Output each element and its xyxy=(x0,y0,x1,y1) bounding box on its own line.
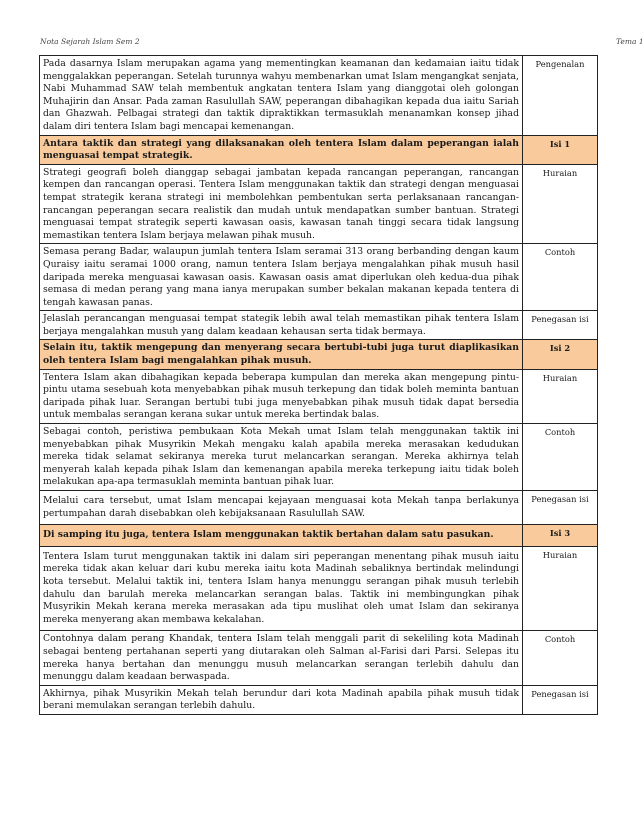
row-tag: Isi 1 xyxy=(523,135,598,164)
row-text: Strategi geografi boleh dianggap sebagai jambatan kepada rancangan peperangan, rancangan kempen dan rancangan operasi. Tentera Islam menggunakan taktik dan strategi dengan menguasai tempat strategik kerana strategi ini membolehkan pembentukan serta perlaksanaan rancangan-rancangan peperangan secara realistik dan mudah untuk mendapatkan sumber bantuan. Strategi menguasai tempat strategik seperti kawasan oasis, kawasan tanah tinggi secara tidak langsung memastikan tentera Islam berjaya melawan pihak musuh. xyxy=(40,164,523,244)
row-tag: Contoh xyxy=(523,244,598,311)
row-heading-text: Selain itu, taktik mengepung dan menyerang secara bertubi-tubi juga turut diaplikasikan oleh tentera Islam bagi mengalahkan pihak musuh. xyxy=(40,340,523,369)
row-tag: Huraian xyxy=(523,164,598,244)
table-row-isi-2 xyxy=(40,340,598,369)
table-row-contoh-3 xyxy=(40,631,598,685)
row-text: Melalui cara tersebut, umat Islam mencapai kejayaan menguasai kota Mekah tanpa berlakunya pertumpahan darah disebabkan oleh kebijaksanaan Rasulullah SAW. xyxy=(40,491,523,525)
row-tag: Isi 3 xyxy=(523,525,598,547)
row-tag: Pengenalan xyxy=(523,56,598,136)
row-text: Tentera Islam turut menggunakan taktik ini dalam siri peperangan menentang pihak musuh iaitu mereka tidak akan keluar dari kubu mereka iaitu kota Madinah sebaliknya bertindak melindungi kota tersebut. Melalui taktik ini, tentera Islam hanya menunggu serangan pihak musuh terlebih dahulu dan barulah mereka melancarkan serangan balas. Taktik ini membingungkan pihak Musyrikin Mekah kerana mereka merasakan ada tipu muslihat oleh umat Islam dan sekiranya mereka menyerang akan membawa kekalahan. xyxy=(40,546,523,631)
row-text: Jelaslah perancangan menguasai tempat stategik lebih awal telah memastikan pihak tentera Islam berjaya mengalahkan musuh yang dalam keadaan kehausan serta tidak bermaya. xyxy=(40,311,523,340)
table-row-isi-3 xyxy=(40,525,598,547)
row-text: Pada dasarnya Islam merupakan agama yang mementingkan keamanan dan kedamaian iaitu tidak menggalakkan peperangan. Setelah turunnya wahyu membenarkan umat Islam mengangkat senjata, Nabi Muhammad SAW telah membentuk angkatan tentera Islam yang dianggotai oleh golongan Muhajirin dan Ansar. Pada zaman Rasulullah SAW, peperangan dibahagikan kepada dua iaitu Sariah dan Ghazwah. Pelbagai strategi dan taktik dipraktikkan termasuklah menanamkan konsep jihad dalam diri tentera Islam bagi mencapai kemenangan. xyxy=(40,56,523,136)
table-row-huraian-1 xyxy=(40,164,598,244)
table-row-penegasan-1 xyxy=(40,311,598,340)
table-row-isi-1 xyxy=(40,135,598,164)
row-text: Semasa perang Badar, walaupun jumlah tentera Islam seramai 313 orang berbanding dengan kaum Quraisy iaitu seramai 1000 orang, namun tentera Islam berjaya mengalahkan pihak musuh hasil daripada mereka menguasai kawasan oasis. Kawasan oasis amat diperlukan oleh kedua-dua pihak semasa di medan perang yang mana ianya merupakan sumber bekalan makanan kepada tentera di tengah kawasan panas. xyxy=(40,244,523,311)
row-tag: Huraian xyxy=(523,546,598,631)
row-text: Akhirnya, pihak Musyrikin Mekah telah berundur dari kota Madinah apabila pihak musuh tidak berani memulakan serangan terlebih dahulu. xyxy=(40,685,523,714)
row-tag: Isi 2 xyxy=(523,340,598,369)
row-heading-text: Antara taktik dan strategi yang dilaksanakan oleh tentera Islam dalam peperangan ialah menguasai tempat strategik. xyxy=(40,135,523,164)
header-right-title: Tema 1 xyxy=(616,37,644,46)
table-row-pengenalan xyxy=(40,56,598,136)
row-tag: Penegasan isi xyxy=(523,491,598,525)
row-tag: Penegasan isi xyxy=(523,685,598,714)
row-text: Sebagai contoh, peristiwa pembukaan Kota Mekah umat Islam telah menggunakan taktik ini menyebabkan pihak Musyrikin Mekah mengaku kalah apabila mereka merasakan kedudukan mereka tidak selamat sekiranya mereka turut melancarkan serangan. Mereka akhirnya telah menyerah kalah kepada pihak Islam dan kemenangan apabila mereka terkepung iaitu tidak boleh melakukan apa-apa termasuklah meminta bantuan pihak luar. xyxy=(40,424,523,491)
table-row-penegasan-2 xyxy=(40,491,598,525)
row-tag: Huraian xyxy=(523,369,598,423)
table-row-huraian-3 xyxy=(40,546,598,631)
notes-table xyxy=(39,55,598,715)
row-text: Contohnya dalam perang Khandak, tentera Islam telah menggali parit di sekeliling kota Madinah sebagai benteng pertahanan seperti yang diutarakan oleh Salman al-Farisi dari Parsi. Selepas itu mereka hanya bertahan dan menunggu musuh melancarkan serangan terlebih dahulu dan menunggu dalam keadaan berwaspada. xyxy=(40,631,523,685)
row-heading-text: Di samping itu juga, tentera Islam menggunakan taktik bertahan dalam satu pasukan. xyxy=(40,525,523,547)
table-row-contoh-1 xyxy=(40,244,598,311)
header-left-title: Nota Sejarah Islam Sem 2 xyxy=(40,37,140,46)
row-tag: Penegasan isi xyxy=(523,311,598,340)
table-row-huraian-2 xyxy=(40,369,598,423)
table-row-penegasan-3 xyxy=(40,685,598,714)
table-row-contoh-2 xyxy=(40,424,598,491)
row-text: Tentera Islam akan dibahagikan kepada beberapa kumpulan dan mereka akan mengepung pintu-pintu utama sesebuah kota menyebabkan pihak musuh terkepung dan tidak boleh meminta bantuan daripada pihak luar. Serangan bertubi tubi juga menyebabkan pihak musuh tidak dapat bersedia untuk membalas serangan kerana sukar untuk mereka bertindak balas. xyxy=(40,369,523,423)
row-tag: Contoh xyxy=(523,424,598,491)
row-tag: Contoh xyxy=(523,631,598,685)
